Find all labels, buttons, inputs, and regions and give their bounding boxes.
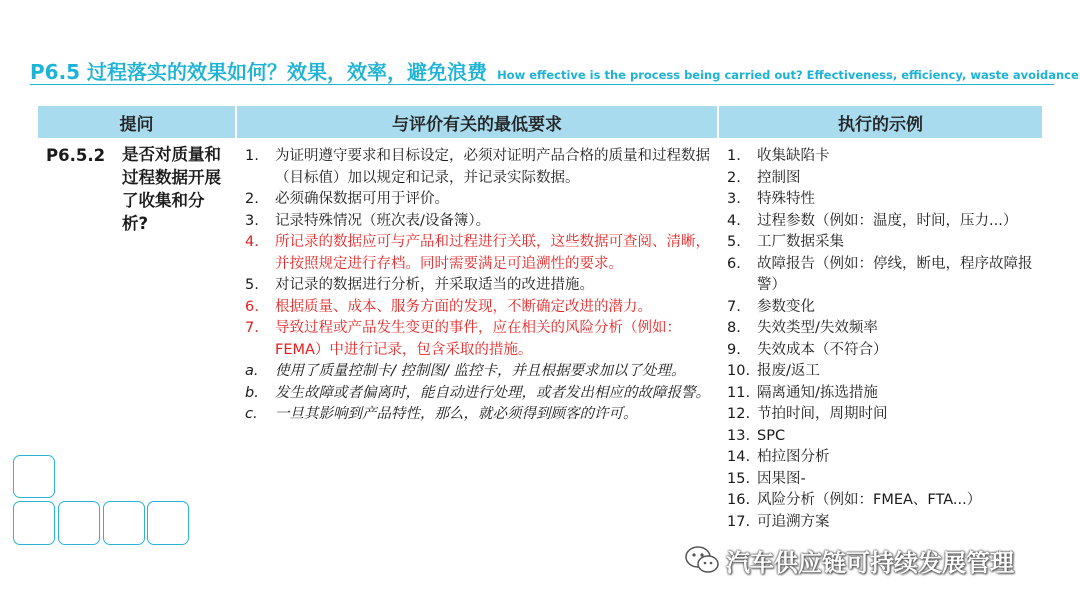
- requirement-item-number: 1.: [245, 148, 259, 164]
- example-item: [727, 404, 1038, 426]
- example-item-text: 过程参数（例如：温度，时间，压力...）: [757, 212, 1018, 229]
- example-item-text: 风险分析（例如：FMEA、FTA...）: [757, 492, 982, 508]
- header-min-requirements: 与评价有关的最低要求: [237, 106, 719, 138]
- requirement-item-text: 所记录的数据应可与产品和过程进行关联，这些数据可查阅、清晰，并按照规定进行存档。同时需要满足可追溯性的要求。: [275, 234, 710, 272]
- requirement-item-number: 3.: [245, 212, 259, 229]
- example-item-text: 因果图-: [757, 470, 806, 487]
- example-item-text: 参数变化: [757, 298, 815, 315]
- example-item-text: 隔离通知/拣选措施: [757, 384, 878, 401]
- requirement-item: [245, 297, 715, 319]
- example-item: [727, 383, 1038, 405]
- requirements-cell: [237, 138, 719, 533]
- requirements-list: [245, 146, 715, 361]
- note-item: [245, 383, 715, 405]
- example-item-text: 失效类型/失效频率: [757, 320, 878, 336]
- note-item-text: 发生故障或者偏离时，能自动进行处理，或者发出相应的故障报警。: [275, 384, 710, 401]
- example-item-text: 报废/返工: [757, 363, 820, 379]
- note-item-text: 一旦其影响到产品特性，那么，就必须得到顾客的许可。: [275, 406, 638, 422]
- example-item: [727, 340, 1038, 362]
- examples-cell: [719, 138, 1042, 533]
- requirement-item-number: 5.: [245, 277, 259, 293]
- example-item: [727, 189, 1038, 211]
- example-item-number: 17.: [727, 513, 751, 530]
- example-item-text: SPC: [757, 427, 786, 444]
- requirement-item-text: 必须确保数据可用于评价。: [275, 191, 449, 207]
- requirement-item: [245, 211, 715, 233]
- requirement-item: [245, 232, 715, 275]
- examples-list: [727, 146, 1038, 533]
- example-item-text: 收集缺陷卡: [757, 148, 830, 164]
- example-item-number: 7.: [727, 298, 741, 315]
- notes-list: [245, 361, 715, 426]
- requirement-item-text: 导致过程或产品发生变更的事件，应在相关的风险分析（例如：FEMA）中进行记录，包含采取的措施。: [275, 320, 681, 358]
- requirement-item: [245, 189, 715, 211]
- page-title-bar: [30, 56, 1079, 86]
- page-subtitle-en: How effective is the process being carried out? Effectiveness, efficiency, waste avoidance: [497, 68, 1079, 82]
- decor-square: [147, 501, 189, 545]
- example-item-number: 9.: [727, 341, 741, 358]
- requirement-item: [245, 318, 715, 361]
- decor-square: [58, 501, 100, 545]
- example-item: [727, 426, 1038, 448]
- example-item-number: 5.: [727, 234, 741, 250]
- requirement-item-number: 4.: [245, 234, 259, 250]
- requirement-item: [245, 275, 715, 297]
- example-item-text: 柏拉图分析: [757, 449, 830, 465]
- example-item: [727, 254, 1038, 297]
- watermark-text: 汽车供应链可持续发展管理: [726, 548, 1014, 577]
- note-item-number: c.: [245, 406, 258, 422]
- requirements-table: [38, 106, 1042, 533]
- requirement-item-text: 根据质量、成本、服务方面的发现，不断确定改进的潜力。: [275, 298, 652, 315]
- example-item-number: 4.: [727, 212, 741, 229]
- example-item: [727, 146, 1038, 168]
- watermark: [684, 540, 1054, 580]
- example-item-text: 控制图: [757, 169, 801, 186]
- example-item-number: 3.: [727, 191, 741, 207]
- example-item-number: 6.: [727, 255, 741, 272]
- requirement-item-text: 记录特殊情况（班次表/设备簿）。: [275, 212, 491, 229]
- note-item-number: b.: [245, 384, 259, 401]
- requirement-item: [245, 146, 715, 189]
- requirement-item-number: 7.: [245, 320, 259, 336]
- example-item: [727, 469, 1038, 491]
- question-text: 是否对质量和过程数据开展了收集和分析?: [122, 145, 221, 233]
- example-item: [727, 512, 1038, 534]
- page-title: P6.5 过程落实的效果如何？效果，效率，避免浪费: [30, 60, 488, 84]
- table-body-row: [38, 138, 1042, 533]
- decor-square: [13, 501, 55, 545]
- example-item-text: 节拍时间，周期时间: [757, 406, 888, 422]
- requirement-item-text: 对记录的数据进行分析，并采取适当的改进措施。: [275, 277, 594, 293]
- note-item-text: 使用了质量控制卡/ 控制图/ 监控卡，并且根据要求加以了处理。: [275, 363, 686, 379]
- example-item: [727, 232, 1038, 254]
- example-item: [727, 447, 1038, 469]
- question-cell: [38, 138, 237, 533]
- wechat-icon: [684, 545, 720, 575]
- question-id: P6.5.2: [46, 146, 106, 165]
- decor-square: [13, 455, 55, 498]
- example-item-text: 失效成本（不符合）: [757, 341, 888, 358]
- example-item-number: 11.: [727, 384, 751, 401]
- example-item-number: 12.: [727, 406, 751, 422]
- example-item-number: 15.: [727, 470, 751, 487]
- requirement-item-text: 为证明遵守要求和目标设定，必须对证明产品合格的质量和过程数据（目标值）加以规定和记录，并记录实际数据。: [275, 148, 710, 186]
- title-divider: [30, 84, 1054, 85]
- example-item: [727, 297, 1038, 319]
- example-item-number: 1.: [727, 148, 741, 164]
- example-item-text: 可追溯方案: [757, 513, 830, 530]
- table-header-row: [38, 106, 1042, 138]
- note-item: [245, 404, 715, 426]
- example-item: [727, 168, 1038, 190]
- requirement-item-number: 6.: [245, 298, 259, 315]
- example-item: [727, 211, 1038, 233]
- note-item-number: a.: [245, 363, 259, 379]
- note-item: [245, 361, 715, 383]
- example-item-number: 2.: [727, 169, 741, 186]
- header-question: 提问: [38, 106, 237, 138]
- example-item-number: 10.: [727, 363, 751, 379]
- example-item: [727, 361, 1038, 383]
- example-item-number: 16.: [727, 492, 751, 508]
- example-item: [727, 318, 1038, 340]
- example-item: [727, 490, 1038, 512]
- requirement-item-number: 2.: [245, 191, 259, 207]
- example-item-text: 特殊特性: [757, 191, 815, 207]
- example-item-number: 8.: [727, 320, 741, 336]
- example-item-text: 故障报告（例如：停线，断电，程序故障报警）: [757, 255, 1033, 293]
- example-item-number: 13.: [727, 427, 751, 444]
- example-item-text: 工厂数据采集: [757, 234, 844, 250]
- header-examples: 执行的示例: [719, 106, 1042, 138]
- decor-square: [103, 501, 145, 545]
- example-item-number: 14.: [727, 449, 751, 465]
